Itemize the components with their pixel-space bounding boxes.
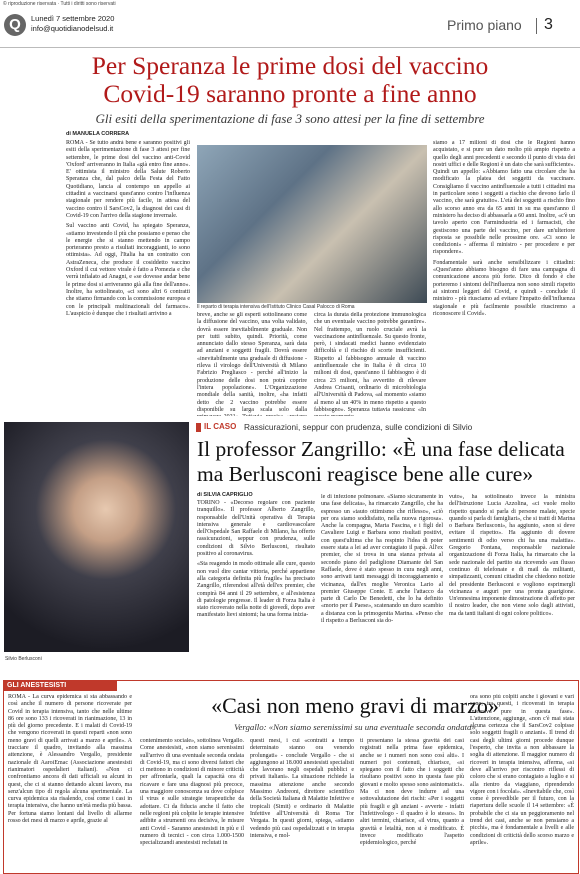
article3-column-4: ti presentano la stessa gravità dei casi registrati nella prima fase epidemica, anche se i numeri non sono così alti». I numeri poi contenuti, chiarisce, «si spiegano con il fatto che i soggetti che risultano positivi sono in questa fase più giovani e molto spesso sono asintomatici». Ma ci non deve indurre ad una sottovalutazione dei rischi: «Per i soggetti più fragili e gli anziani - avverte - infatti l'infettivologo - il quadro è lo stesso». In altri termini, chiarisce, «il virus, quanto a gravità e letalità, non si è modificato. È invece modificato l'aspetto epidemiologico, perché	[360, 738, 464, 847]
header-divider	[536, 18, 537, 34]
copyright-strip: © riproduzione riservata · Tutti i diritti sono riservati	[3, 1, 116, 7]
article3-column-5: ora sono più colpiti anche i giovani e vari sono, tra questi, i ricoverati in terapia intensiva pure in questa fase». L'attenzione, aggiunge, «non c'è mai stata alcuna certezza che il SarsCov2 colpisse solo soggetti fragili o anziani». Il trend di casi degli ultimi giorni procede dunque l'esperto, che invita a non abbassare la soglia di attenzione. Il maggior numero di ricoveri in terapia intensiva, afferma, «si deve all'arrivo per riscontro riflessi di coloro che si erano contagiato a luglio e si alla rientro da viaggiano, riprendendo vigore con i focolai». «Inevitabile che, così come è prevedibile per il futuro, con la riapertura delle scuole il 14 settembre: «È probabile che ci sia un peggioramento nel trend dei casi, anche se non pensiamo a picchi», ma è fondamentale a livelli e alle condizioni di criticità dello scorso marzo e aprile».	[470, 694, 574, 846]
article1-col1-para2: Sul vaccino anti Covid, ha spiegato Speranza, «stiamo investendo il più che possiamo e penso che le energie che si stanno mettendo in campo porteranno presto a risultati incoraggianti, io sono ottimista». Ad oggi, l'Italia ha un contratto con AstraZeneca, che produce il cosiddetto vaccino Oxford il cui vettore virale è fatto a Pomezia e che verrà infialato ad Anagni, e «se dovesse andar bene le prime dosi si arriveranno già alla fine dell'anno». Inoltre, ha sottolineato, «ci sono altri 6 contratti che stiamo firmando con la commissione europea e con le principali multinazionali del farmaco». L'auspicio è dunque che i risultati arrivino a	[66, 223, 190, 317]
article3-column-2: contenimento sociale», sottolinea Vergallo. Come anestesisti, «non siamo serenissimi sull'arrivo di una eventuale seconda ondata di Covid-19, ma ci sono diversi fattori che ci mettono in condizioni di minore criticità per affrontarla, quali la capacità ora di ricavare e fare una diagnosi più precoce, una maggiore conoscenza su dove colpisce il virus e sulle strategie terapeutiche da adottare. Ci da fiducia anche il fatto che nelle regioni più colpite le terapie intensive adibite a strumenti ora decisiva, le misure anti Covid - Saranno anestesisti in più e il numero di tecnici - con circa 1.000-1500 specializzandi anestesisti reclutati in	[140, 738, 244, 847]
icu-ward-photo	[197, 145, 427, 303]
section-marker	[196, 423, 201, 432]
article2-headline	[197, 437, 577, 487]
article1-column-4	[433, 140, 575, 416]
article1-photo-caption: Il reparto di terapia intensiva dell’Istituto Clinico Casal Palocco di Roma	[197, 304, 355, 310]
article1-col4-para2: Fondamentale sarà anche sensibilizzare i cittadini: «Quest'anno abbiamo bisogno di fare una campagna di comunicazione ancora più forte. Dico di fondo è che porteremo i sintomi dell'influenza non sono simili rispetto ai sintomi leggeri del Covid, e quindi - conclude il ministro - più riusciamo ad evitare l'impatto dell'influenza stagionale e più facilmente possibile riusciremo a riconoscere il Covid».	[433, 259, 575, 317]
berlusconi-photo	[4, 422, 189, 652]
section-name: Primo piano	[447, 17, 522, 33]
article1-column-2: breve, anche se gli esperti sottolineano come la diffusione del vaccino, una volta validato, dovrà essere inevitabilmente graduale. Non per tutti subito, quindi. Priorità, come annunciato dallo stesso Speranza, sarà data ad anziani e soggetti fragili. Dovrà essere «inevitabilmente una graduale di diffusione - rileva il virologo dell'Università di Milano Fabrizio Pregliasco - perché all'inizio la produzione delle dosi non potrà coprire l'intera popolazione». L'Organizzazione mondiale della sanità, inoltre, «ha infatti detto che 2 vaccino potrebbe essere disponibile su larga scala solo dalla	[197, 312, 307, 413]
newspaper-logo: Q	[4, 14, 26, 36]
article2-column-3: vuto», ha sottolineato invece la ministra dell'Istruzione Lucia Azzolina, «ci vuole molto rispetto quando si parla di persone malate, specie quando si parla di famigliari», che si tratti di Marina o Barbara Berlusconi», ha aggiunto, «non si deve evitare il rispetto». Ha aggiunto di dovere sentimenti di odio verso chi ha una malattia». Gregorio Fontana, responsabile nazionale organizzazione di Forza Italia, ha rimarcato che la sede nazionale del partito sta ricevendo «un flusso continuo di telefonate e di mail da militanti, simpatizzanti, comuni cittadini che chiedono notizie del presidente Berlusconi e vogliono esprimergli vicinanza e auguri per una pronta guarigione. Un'ennesima imponente dimostrazione di affetto per il nostro leader, che non viene solo dagli attivisti, ma da tanti italiani di ogni colore politico».	[449, 494, 575, 617]
contact-email: info@quotidianodelsud.it	[31, 24, 114, 33]
article2-headline-line1: Il professor Zangrillo: «È una fase delicata	[197, 437, 565, 461]
article2-kicker: Rassicurazioni, seppur con prudenza, sulle condizioni di Silvio	[244, 422, 473, 432]
article2-byline: di SILVIA CAPRIGLIO	[197, 492, 253, 498]
article3-subtitle: Vergallo: «Non siamo serenissimi su una eventuale seconda ondata»	[234, 722, 476, 732]
article1-subtitle: Gli esiti della sperimentazione di fase 3 sono attesi per la fine di settembre	[95, 111, 485, 126]
article3-column-1: ROMA - La curva epidemica si sta abbassando e così anche il numero di persone ricoverate per Covid in terapia intensiva, tanto che nelle ultime 86 ore sono 133 i ricoverati in rianimazione, 13 in più del giorno precedente. E i malati di Covid-19 che vengono ricoverati in questi reparti «non sono meno gravi di quelli arrivati a marzo e aprile». A tracciare il quadro, invitando alla massima attenzione, è Alessandro Vergallo, presidente nazionale di AaroiEmac (Associazione anestesisti rianimatori ospedalieri italiani). «Non ci confrontiamo ancora di dati ufficiali su alcuni in quest, che ci si stanno dettando alcuni lavoro, ma senz'alcun tipo di regola alcuna sperimentale. La curva epidemica sta risalendo, così come i casi in terapia intensiva, che hanno un'età media più bassa. Per fortuna siamo lontani dal livello di allarme rosso dei mesi di marzo e aprile, grazie al	[8, 694, 132, 825]
page-number: 3	[544, 16, 553, 33]
article1-column-3: circa la durata della protezione immunologica che un eventuale vaccino potrebbe garantire». Nel frattempo, un ruolo cruciale avrà la vaccinazione antinfluenzale. Su questo fronte, però, i sindacati medici hanno evidenziato difficoltà e il rischio di scorte insufficienti. Rispetto al fabbisogno annuale di vaccino antinfluenzale che in Italia è di circa 10 milioni di dosi, quest'anno il fabbisogno è di circa 23 milioni, ha avvertito di rilevare Andrea Crisanti, ordinario di microbiologia all'Università di Padova, «al momento «siamo al meno al un 40% in meno rispetto a questo fabbisogno». Speranza tuttavia rassicura: «In	[314, 312, 426, 413]
article2-column-1	[197, 500, 315, 672]
article2-col1-para1: TORINO - «Decorso regolare con paziente tranquillo». Il professor Alberto Zangrillo, responsabile dell'Unità operativa di Terapia intensiva generale e cardiovascolare dell'Ospedale San Raffaele di Milano, ha offerto rassicurazioni, seppur con prudenza, sulle condizioni di Silvio Berlusconi, risultato positivo al coronavirus.	[197, 500, 315, 558]
article1-column-1	[66, 140, 190, 416]
header-date-block	[31, 14, 114, 34]
article1-col1-para1: ROMA - Se tutto andrà bene e saranno positivi gli esiti della sperimentazione di fase 3 attesi per fine settembre, le prime dosi del vaccino anti-Covid 'Oxford' arriveranno in Italia «già entro fine anno». E' ottimista il ministro della Salute Roberto Speranza che, dal palco della Festa del Fatto Quotidiano, lancia al contempo un appello ai cittadini a vaccinarsi quest'anno contro l'influenza stagionale per rendere più facile, in attesa del vaccino contro il SarsCov2, la diagnosi dei casi di Covid-19 con l'arrivo della stagione invernale.	[66, 140, 190, 219]
article2-column-2: le di infezione polmonare. «Siamo sicuramente in una fase delicata», ha rimarcato Zangrillo, che ha espresso un «tauto ottimismo che riflesso», «ciò per ora siamo soddisfatto, nella nuova rigorosa». Anche la compagna, Marta Fascina, e i figli del Cavaliere Luigi e Barbara sono risultati positivi, con quest'ultima che ha respinto l'idea di poter essere stata a lei ad aver contagiato il papà. All'ex premier, che si trova in una stanza privata al secondo piano del padiglione Diamante del San Raffaele, dove è stato spesso in cura negli anni, sono arrivati tanti messaggi di incoraggiamento e vicinanza, dall'ex moglie Veronica Lario al premier Giuseppe Conte. E anche l'attacco da parte di Carlo De Benedetti, che lo ha definito «morto per il Paese», scatenando un duro scambio a distanza con la primogenita Marina. «Penso che il rispetto a Berlusconi sia do-	[321, 494, 443, 625]
article2-col1-para2: «Sta reagendo in modo ottimale alle cure, questo non vuol dire cantar vittoria, perché appartiene alla categoria definita più fragile» ha precisato Zangrillo, riferendosi all'età dell'ex premier, che compirà 84 anni il 29 settembre, e all'esistenza di patologie pregresse. Il leader di Forza Italia è stato ricoverato nella notte di giovedì, dopo aver manifestato lievi sintomi; ha una forma inizia-	[197, 561, 315, 619]
article1-headline-line1: Per Speranza le prime dosi del vaccino	[91, 51, 489, 80]
article3-column-3: questi mesi, i cui «contratti a tempo determinato stanno ora venendo prolungati» - conclude Vergallo - che si aggiungono ai 18.000 anestesisti specialisti che lavorano negli ospedali pubblici e privati italiani». La situazione richiede la massima attenzione anche secondo Massimo Andreoni, direttore scientifico della Società Italiana di Malattie Infettive e tropicali (Simit) e ordinario di Malattie Infettive all'Università di Roma Tor Vergata. In questi giorni, spiega, «stiamo vedendo più casi ospedalizzati e in terapia intensiva, e mol-	[250, 738, 354, 839]
article3-section-tag: GLI ANESTESISTI	[3, 680, 117, 691]
article2-section-tag: IL CASO	[204, 422, 237, 431]
article3-headline: «Casi non meno gravi di marzo»	[211, 693, 499, 718]
article2-photo-caption: Silvio Berlusconi	[5, 656, 42, 662]
article1-headline	[30, 52, 550, 108]
article1-byline: di MANUELA CORRERA	[66, 131, 130, 137]
issue-date: Lunedì 7 settembre 2020	[31, 14, 115, 23]
article1-col4-para1: siamo a 17 milioni di dosi che le Regioni hanno acquistato, e si pure un dato molto più ampio rispetto a quello degli anni precedenti e secondo il punto di vista dei nostri uffici e delle Regioni è un dato che sarà sufficiente». Quindi un appello: «Abbiamo fatto una circolare che ha modificato la platea dei soggetti da vaccinare. Consigliamo il vaccino antinfluenzale a tutti i cittadini ma in particolare sono i soggetti a rischio che devono farlo il vaccino, che sarà gratuito». L'età dei soggetti a rischio fino allo scorso anno era da 65 anni in su ma quest'anno il ministero ha deciso di abbassarla a 60 anni. Inoltre, «c'è un tavolo aperto con Farmindustria ed i farmacisti, che gestiscono una parte del vaccino, per dare un'ulteriore risposta se possibile nelle prossime ore. «Ci sono le condizioni» - afferma il ministro - per procedere e per rispondere».	[433, 140, 575, 256]
article2-headline-line2: ma Berlusconi reagisce bene alle cure»	[197, 462, 534, 486]
article1-headline-line2: Covid-19 saranno pronte a fine anno	[103, 79, 477, 108]
